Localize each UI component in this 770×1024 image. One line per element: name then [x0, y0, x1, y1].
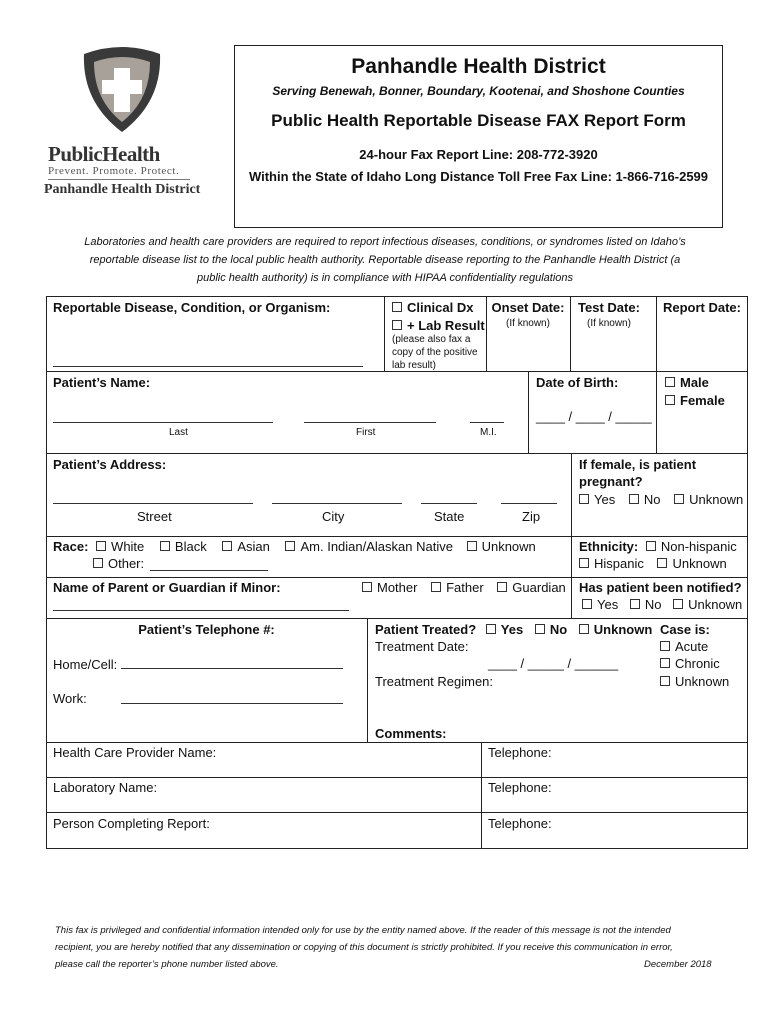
race-white-label: White: [111, 539, 145, 554]
pregnant-no-checkbox[interactable]: [629, 494, 639, 504]
pregnant-unknown-checkbox[interactable]: [674, 494, 684, 504]
race-asian-label: Asian: [237, 539, 270, 554]
comments-label: Comments:: [375, 726, 447, 741]
female-label: Female: [680, 393, 725, 408]
disease-label: Reportable Disease, Condition, or Organism:: [53, 300, 331, 315]
guardian-options: [362, 580, 566, 595]
lab-result-label: + Lab Result: [407, 318, 485, 333]
last-label: Last: [169, 427, 188, 438]
lab-result-checkbox[interactable]: [392, 320, 402, 330]
case-label: Case is:: [660, 622, 710, 637]
notified-yes-label: Yes: [597, 597, 619, 612]
non-hispanic-checkbox[interactable]: [646, 541, 656, 551]
acute-checkbox[interactable]: [660, 641, 670, 651]
father-checkbox[interactable]: [431, 582, 441, 592]
home-cell-line[interactable]: [121, 668, 343, 669]
logo-tagline: Prevent. Promote. Protect.: [48, 165, 180, 177]
notified-yes-checkbox[interactable]: [582, 599, 592, 609]
last-name-line[interactable]: [53, 422, 273, 423]
notified-unknown-checkbox[interactable]: [673, 599, 683, 609]
ethnicity-hispanic[interactable]: [579, 556, 644, 571]
logo: [40, 42, 205, 202]
treated-no-label: No: [549, 622, 568, 637]
treated-unknown[interactable]: [579, 622, 653, 637]
race-other-line[interactable]: [150, 570, 268, 571]
disease-input-line[interactable]: [53, 366, 363, 367]
chronic-checkbox[interactable]: [660, 658, 670, 668]
notified-label: Has patient been notified?: [579, 580, 742, 595]
patient-name-label: Patient’s Name:: [53, 375, 151, 390]
pregnant-yes[interactable]: [579, 492, 615, 507]
treated-label: Patient Treated?: [375, 622, 477, 637]
race-white[interactable]: [96, 539, 144, 554]
guardian-checkbox[interactable]: [497, 582, 507, 592]
guardian-option-label: Guardian: [512, 580, 566, 595]
header-title: Panhandle Health District: [351, 55, 606, 78]
male-checkbox[interactable]: [665, 377, 675, 387]
fax-note-1: (please also fax a: [392, 334, 471, 345]
work-line[interactable]: [121, 703, 343, 704]
race-black-label: Black: [174, 539, 207, 554]
race-unknown-label: Unknown: [481, 539, 536, 554]
race-other-checkbox[interactable]: [93, 558, 103, 568]
provider-name-label: Health Care Provider Name:: [53, 745, 217, 760]
form-title: Public Health Reportable Disease FAX Report Form: [271, 111, 686, 130]
treated-yes-checkbox[interactable]: [486, 624, 496, 634]
case-unknown-checkbox[interactable]: [660, 676, 670, 686]
lab-result-option[interactable]: [392, 318, 485, 333]
first-name-line[interactable]: [304, 422, 436, 423]
mi-label: M.I.: [480, 427, 497, 438]
patient-phone-label: Patient’s Telephone #:: [138, 622, 275, 637]
notified-unknown-label: Unknown: [688, 597, 743, 612]
mi-line[interactable]: [470, 422, 504, 423]
race-black[interactable]: [160, 539, 207, 554]
father-label: Father: [446, 580, 484, 595]
hispanic-checkbox[interactable]: [579, 558, 589, 568]
pregnant-no-label: No: [643, 492, 661, 507]
ethnicity-unknown-label: Unknown: [672, 556, 727, 571]
city-line[interactable]: [272, 503, 402, 504]
public-health-shield-icon: [76, 42, 168, 134]
street-label: Street: [137, 509, 172, 524]
footer-line-3: please call the reporter’s phone number listed above.: [55, 959, 279, 970]
person-completing-label: Person Completing Report:: [53, 816, 210, 831]
header-serving: Serving Benewah, Bonner, Boundary, Kootenai, and Shoshone Counties: [272, 84, 685, 98]
treated-no[interactable]: [535, 622, 567, 637]
race-label: Race:: [53, 539, 89, 554]
clinical-dx-checkbox[interactable]: [392, 302, 402, 312]
notified-unknown[interactable]: [673, 597, 742, 612]
race-options: [53, 539, 536, 554]
case-unknown-label: Unknown: [675, 674, 730, 689]
notified-no[interactable]: [630, 597, 662, 612]
non-hispanic-label: Non-hispanic: [660, 539, 737, 554]
intro-line-3: public health authority) is in compliance with HIPAA confidentiality regulations: [196, 272, 574, 284]
zip-label: Zip: [522, 509, 541, 524]
notified-options: [582, 597, 742, 612]
city-label: City: [322, 509, 345, 524]
hispanic-label: Hispanic: [594, 556, 644, 571]
work-label: Work:: [53, 691, 87, 706]
fax-note-3: lab result): [392, 360, 436, 371]
pregnant-unknown-label: Unknown: [689, 492, 744, 507]
race-other[interactable]: [93, 556, 144, 571]
race-asian[interactable]: [222, 539, 270, 554]
mother-checkbox[interactable]: [362, 582, 372, 592]
dob-label: Date of Birth:: [536, 375, 619, 390]
case-acute[interactable]: [660, 639, 708, 654]
intro-line-2: reportable disease list to the local public health authority. Reportable disease reporting to the Panhandle Health District (a: [89, 254, 681, 266]
street-line[interactable]: [53, 503, 253, 504]
clinical-dx-option[interactable]: [392, 300, 473, 315]
race-black-checkbox[interactable]: [160, 541, 170, 551]
state-label: State: [434, 509, 465, 524]
onset-date-label: Onset Date:: [491, 300, 565, 315]
intro-line-1: Laboratories and health care providers are required to report infectious diseases, conditions, or syndromes listed on Idaho’s: [84, 236, 686, 248]
pregnant-yes-checkbox[interactable]: [579, 494, 589, 504]
fax-note-2: copy of the positive: [392, 347, 478, 358]
footer-date: December 2018: [644, 959, 712, 970]
treatment-regimen-label: Treatment Regimen:: [375, 674, 494, 689]
guardian-mother[interactable]: [362, 580, 417, 595]
pregnant-yes-label: Yes: [594, 492, 616, 507]
logo-brand: PublicHealth: [48, 142, 160, 166]
state-line[interactable]: [421, 503, 477, 504]
treated-row: [375, 622, 652, 637]
treated-unknown-checkbox[interactable]: [579, 624, 589, 634]
guardian-label: Name of Parent or Guardian if Minor:: [53, 580, 281, 595]
case-unknown[interactable]: [660, 674, 729, 689]
acute-label: Acute: [675, 639, 709, 654]
fax-line: 24-hour Fax Report Line: 208-772-3920: [359, 147, 598, 162]
notified-yes[interactable]: [582, 597, 618, 612]
person-telephone-label: Telephone:: [488, 816, 552, 831]
test-date-label: Test Date:: [578, 300, 640, 315]
mother-label: Mother: [377, 580, 418, 595]
first-label: First: [356, 427, 376, 438]
address-label: Patient’s Address:: [53, 457, 167, 472]
ethnicity-row-1: [579, 539, 737, 554]
female-checkbox[interactable]: [665, 395, 675, 405]
ethnicity-unknown-checkbox[interactable]: [657, 558, 667, 568]
male-label: Male: [680, 375, 709, 390]
pregnant-unknown[interactable]: [674, 492, 743, 507]
footer-line-1: This fax is privileged and confidential information intended only for use by the entity named above. If the reader of this message is not the intended: [55, 925, 671, 936]
logo-district: Panhandle Health District: [44, 182, 201, 197]
race-white-checkbox[interactable]: [96, 541, 106, 551]
clinical-dx-label: Clinical Dx: [407, 300, 474, 315]
laboratory-name-label: Laboratory Name:: [53, 780, 158, 795]
provider-telephone-label: Telephone:: [488, 745, 552, 760]
test-date-note: (If known): [587, 318, 631, 329]
ethnicity-row-2: [579, 556, 727, 571]
guardian-line[interactable]: [53, 610, 349, 611]
race-native-label: Am. Indian/Alaskan Native: [300, 539, 453, 554]
lab-telephone-label: Telephone:: [488, 780, 552, 795]
chronic-label: Chronic: [675, 656, 720, 671]
treatment-date-format[interactable]: ____ / _____ / ______: [488, 656, 619, 671]
case-chronic[interactable]: [660, 656, 720, 671]
home-cell-label: Home/Cell:: [53, 657, 118, 672]
report-date-label: Report Date:: [662, 300, 741, 315]
female-option[interactable]: [665, 393, 725, 408]
race-unknown[interactable]: [467, 539, 536, 554]
guardian-guardian[interactable]: [497, 580, 565, 595]
male-option[interactable]: [665, 375, 709, 390]
ethnicity-non-hispanic[interactable]: [646, 539, 737, 554]
pregnant-no[interactable]: [629, 492, 661, 507]
pregnant-label-2: pregnant?: [579, 474, 643, 489]
notified-no-label: No: [644, 597, 662, 612]
treated-yes-label: Yes: [500, 622, 524, 637]
ethnicity-label: Ethnicity:: [579, 539, 639, 554]
guardian-father[interactable]: [431, 580, 484, 595]
dob-format[interactable]: ____ / ____ / _____: [536, 409, 652, 424]
toll-free-line: Within the State of Idaho Long Distance Toll Free Fax Line: 1-866-716-2599: [248, 169, 709, 184]
race-native[interactable]: [285, 539, 452, 554]
treatment-date-label: Treatment Date:: [375, 639, 469, 654]
notified-no-checkbox[interactable]: [630, 599, 640, 609]
treated-no-checkbox[interactable]: [535, 624, 545, 634]
pregnant-label-1: If female, is patient: [579, 457, 697, 472]
race-asian-checkbox[interactable]: [222, 541, 232, 551]
race-other-label: Other:: [108, 556, 145, 571]
ethnicity-unknown[interactable]: [657, 556, 726, 571]
pregnant-options: [579, 492, 743, 507]
treated-yes[interactable]: [486, 622, 523, 637]
zip-line[interactable]: [501, 503, 557, 504]
onset-date-note: (If known): [506, 318, 550, 329]
race-native-checkbox[interactable]: [285, 541, 295, 551]
treated-unknown-label: Unknown: [593, 622, 653, 637]
race-unknown-checkbox[interactable]: [467, 541, 477, 551]
footer-line-2: recipient, you are hereby notified that any dissemination or copying of this document is strictly prohibited. If you receive this communication in error,: [55, 942, 673, 953]
